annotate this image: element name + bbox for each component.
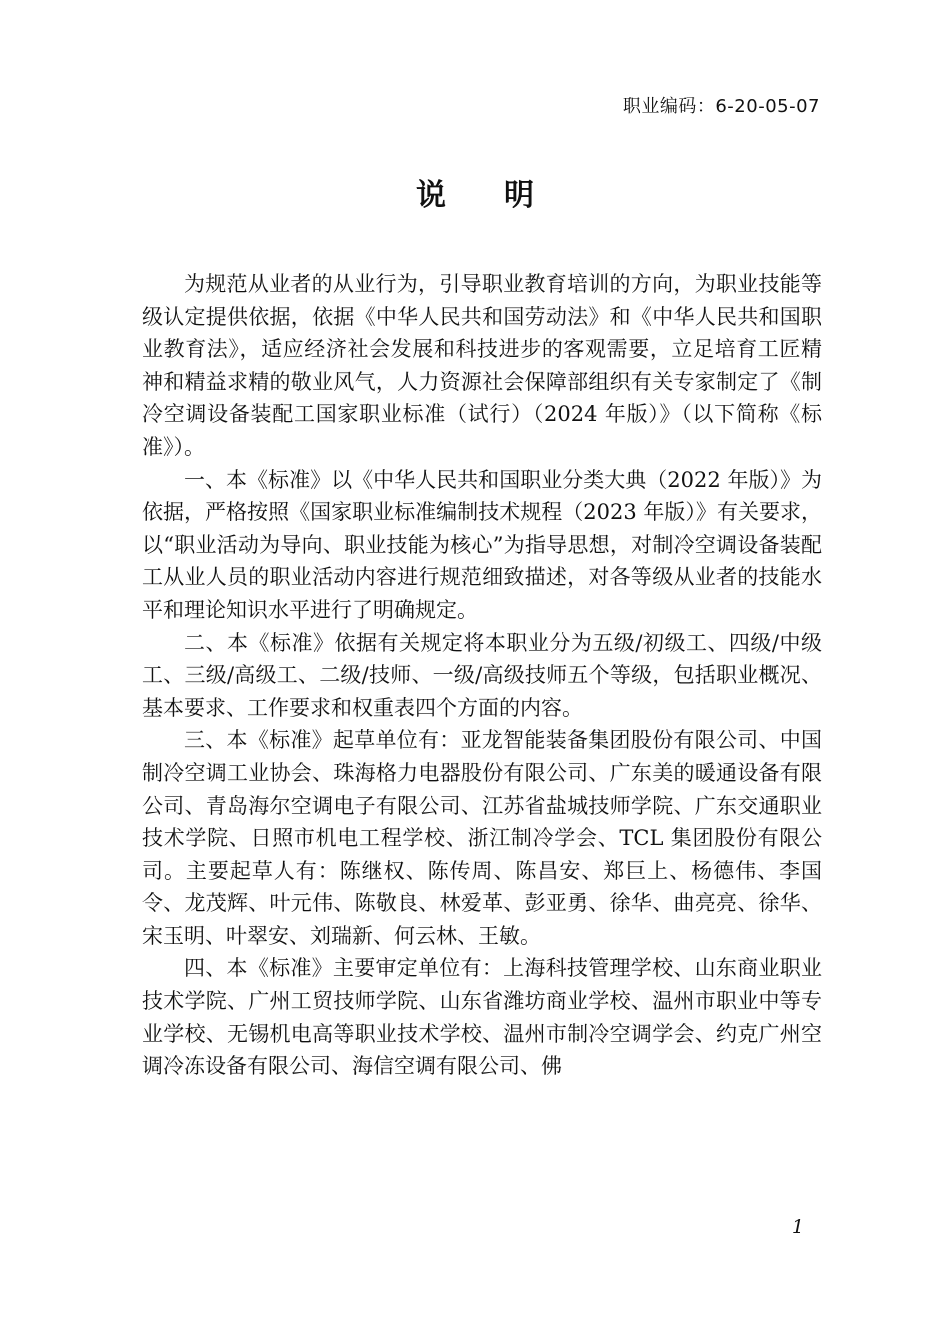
paragraph-2: 二、本《标准》依据有关规定将本职业分为五级/初级工、四级/中级工、三级/高级工、二级/技师、一级/高级技师五个等级，包括职业概况、基本要求、工作要求和权重表四个方面的内容。	[142, 630, 822, 720]
paragraph-3: 三、本《标准》起草单位有：亚龙智能装备集团股份有限公司、中国制冷空调工业协会、珠海格力电器股份有限公司、广东美的暖通设备有限公司、青岛海尔空调电子有限公司、江苏省盐城技师学院、广东交通职业技术学院、日照市机电工程学校、浙江制冷学会、TCL 集团股份有限公司。主要起草人有：陈继权、陈传周、陈昌安、郑巨上、杨德伟、李国令、龙茂辉、叶元伟、陈敬良、林爱革、彭亚勇、徐华、曲亮亮、徐华、宋玉明、叶翠安、刘瑞新、何云林、王敏。	[142, 728, 822, 948]
paragraph-1: 一、本《标准》以《中华人民共和国职业分类大典（2022 年版）》为依据，严格按照《国家职业标准编制技术规程（2023 年版）》有关要求，以“职业活动为导向、职业技能为核心”为指导思想，对制冷空调设备装配工从业人员的职业活动内容进行规范细致描述，对各等级从业者的技能水平和理论知识水平进行了明确规定。	[142, 467, 822, 622]
paragraph-intro: 为规范从业者的从业行为，引导职业教育培训的方向，为职业技能等级认定提供依据，依据《中华人民共和国劳动法》和《中华人民共和国职业教育法》，适应经济社会发展和科技进步的客观需要，立足培育工匠精神和精益求精的敬业风气，人力资源社会保障部组织有关专家制定了《制冷空调设备装配工国家职业标准（试行）（2024 年版）》（以下简称《标准》）。	[142, 272, 822, 459]
document-body	[142, 268, 822, 1083]
occupation-code: 职业编码：6-20-05-07	[622, 96, 820, 117]
page-number: 1	[791, 1216, 804, 1238]
paragraph-4: 四、本《标准》主要审定单位有：上海科技管理学校、山东商业职业技术学院、广州工贸技师学院、山东省潍坊商业学校、温州市职业中等专业学校、无锡机电高等职业技术学校、温州市制冷空调学会、约克广州空调冷冻设备有限公司、海信空调有限公司、佛	[142, 956, 822, 1079]
page-title: 说明	[416, 178, 592, 213]
